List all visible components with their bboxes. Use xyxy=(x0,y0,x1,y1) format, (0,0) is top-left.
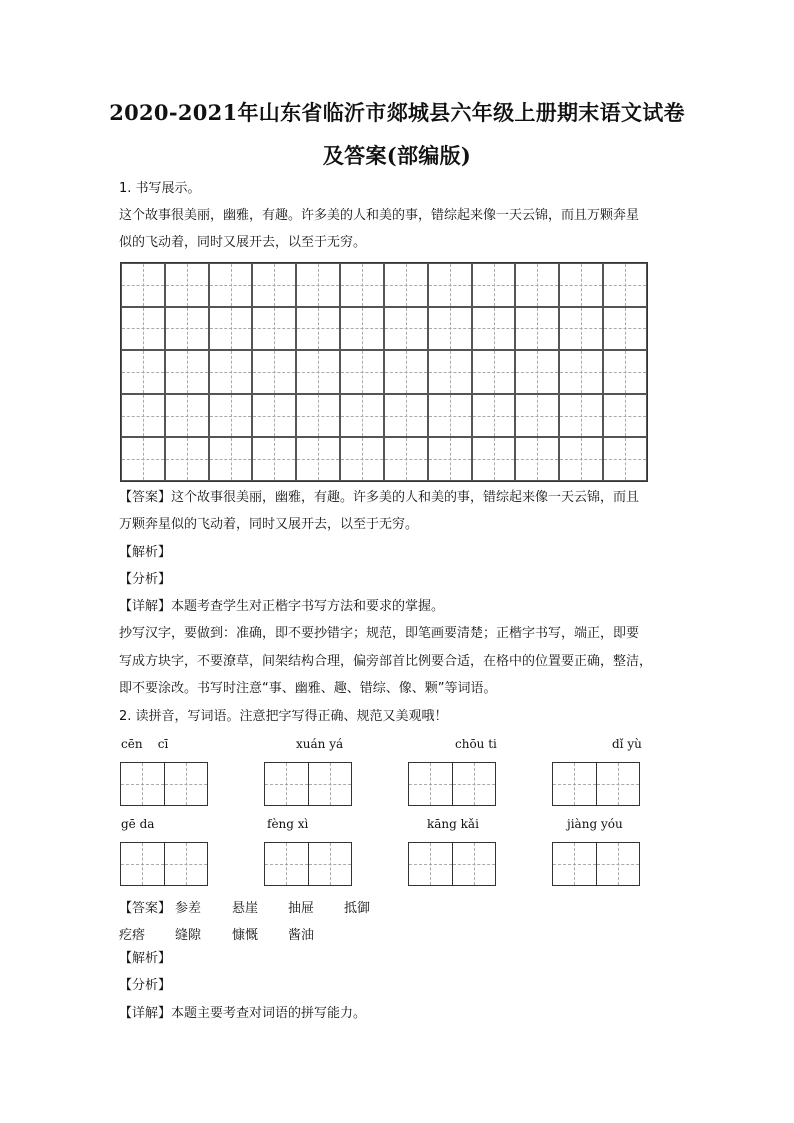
answer-box xyxy=(120,842,208,886)
grid-cell xyxy=(384,437,428,481)
answer-word: 酱油 xyxy=(288,928,315,943)
question-1-label: 1. 书写展示。 xyxy=(119,181,201,196)
grid-cell xyxy=(209,437,253,481)
grid-cell xyxy=(384,350,428,394)
grid-cell xyxy=(559,437,603,481)
grid-cell xyxy=(428,394,472,438)
grid-cell xyxy=(296,350,340,394)
answer-box xyxy=(264,842,352,886)
grid-cell xyxy=(428,437,472,481)
answer-box xyxy=(408,762,496,806)
grid-cell xyxy=(603,307,647,351)
question-1-detail-line2: 抄写汉字，要做到：准确，即不要抄错字；规范，即笔画要清楚；正楷字书写，端正，即要 xyxy=(119,626,640,641)
pinyin-2: xuán yá xyxy=(296,737,344,751)
question-1-detail-line3: 写成方块字，不要潦草，间架结构合理，偏旁部首比例要合适，在格中的位置要正确，整洁， xyxy=(119,654,653,669)
document-title-line2: 及答案(部编版) xyxy=(322,143,472,168)
grid-cell xyxy=(252,350,296,394)
grid-cell xyxy=(340,350,384,394)
grid-cell xyxy=(121,263,165,307)
question-1-text-line1: 这个故事很美丽，幽雅，有趣。许多美的人和美的事，错综起来像一天云锦，而且万颗奔星 xyxy=(119,208,640,223)
answer-word: 抽屉 xyxy=(288,901,315,916)
grid-cell xyxy=(428,350,472,394)
grid-cell xyxy=(165,394,209,438)
pinyin-7: kāng kǎi xyxy=(427,817,479,831)
grid-cell xyxy=(515,307,559,351)
grid-cell xyxy=(559,350,603,394)
answer-word: 疙瘩 xyxy=(119,928,146,943)
grid-cell xyxy=(384,307,428,351)
pinyin-8: jiàng yóu xyxy=(567,817,623,831)
writing-grid xyxy=(120,262,648,482)
grid-cell xyxy=(121,307,165,351)
pinyin-1: cēn cī xyxy=(121,737,169,751)
grid-cell xyxy=(296,307,340,351)
answer-box xyxy=(552,762,640,806)
grid-cell xyxy=(384,394,428,438)
answer-word: 参差 xyxy=(175,901,202,916)
question-1-detail-line1: 【详解】本题考查学生对正楷字书写方法和要求的掌握。 xyxy=(119,599,445,614)
question-2-answer-label: 【答案】 xyxy=(119,901,172,916)
grid-cell xyxy=(340,307,384,351)
grid-cell xyxy=(472,437,516,481)
grid-cell xyxy=(252,263,296,307)
grid-cell xyxy=(209,307,253,351)
grid-cell xyxy=(340,394,384,438)
grid-cell xyxy=(252,394,296,438)
grid-cell xyxy=(384,263,428,307)
answer-word: 缝隙 xyxy=(175,928,202,943)
grid-cell xyxy=(340,437,384,481)
grid-cell xyxy=(296,394,340,438)
question-1-detail-line4: 即不要涂改。书写时注意“事、幽雅、趣、错综、像、颗”等词语。 xyxy=(119,681,497,696)
grid-cell xyxy=(603,350,647,394)
grid-cell xyxy=(165,307,209,351)
grid-cell xyxy=(559,263,603,307)
grid-cell xyxy=(559,307,603,351)
answer-word: 悬崖 xyxy=(232,901,259,916)
question-2-detail: 【详解】本题主要考查对词语的拼写能力。 xyxy=(119,1006,367,1021)
grid-cell xyxy=(296,437,340,481)
document-title-line1: 2020-2021年山东省临沂市郯城县六年级上册期末语文试卷 xyxy=(109,100,685,125)
grid-cell xyxy=(121,350,165,394)
grid-cell xyxy=(472,263,516,307)
question-2-fenxi: 【分析】 xyxy=(119,978,172,993)
question-1-jiexi: 【解析】 xyxy=(119,545,172,560)
pinyin-6: fèng xì xyxy=(267,817,309,831)
grid-cell xyxy=(252,437,296,481)
grid-cell xyxy=(296,263,340,307)
grid-cell xyxy=(121,437,165,481)
answer-word: 慷慨 xyxy=(232,928,259,943)
grid-cell xyxy=(121,394,165,438)
question-2-label: 2. 读拼音，写词语。注意把字写得正确、规范又美观哦！ xyxy=(119,709,448,724)
grid-cell xyxy=(515,437,559,481)
question-1-text-line2: 似的飞动着，同时又展开去，以至于无穷。 xyxy=(119,235,367,250)
question-1-answer-line1: 【答案】这个故事很美丽，幽雅，有趣。许多美的人和美的事，错综起来像一天云锦，而且 xyxy=(119,490,640,505)
question-2-jiexi: 【解析】 xyxy=(119,951,172,966)
grid-cell xyxy=(428,263,472,307)
grid-cell xyxy=(603,263,647,307)
grid-cell xyxy=(209,263,253,307)
grid-cell xyxy=(603,394,647,438)
pinyin-3: chōu ti xyxy=(455,737,497,751)
grid-cell xyxy=(472,350,516,394)
grid-cell xyxy=(515,394,559,438)
grid-cell xyxy=(515,350,559,394)
pinyin-5: gē da xyxy=(121,817,155,831)
answer-box xyxy=(408,842,496,886)
answer-box xyxy=(120,762,208,806)
grid-cell xyxy=(428,307,472,351)
grid-cell xyxy=(165,437,209,481)
question-1-fenxi: 【分析】 xyxy=(119,572,172,587)
grid-cell xyxy=(472,394,516,438)
grid-cell xyxy=(165,350,209,394)
answer-box xyxy=(552,842,640,886)
pinyin-4: dǐ yù xyxy=(612,737,642,751)
grid-cell xyxy=(515,263,559,307)
grid-cell xyxy=(603,437,647,481)
answer-word: 抵御 xyxy=(344,901,371,916)
grid-cell xyxy=(472,307,516,351)
grid-cell xyxy=(559,394,603,438)
answer-box xyxy=(264,762,352,806)
grid-cell xyxy=(340,263,384,307)
grid-cell xyxy=(165,263,209,307)
question-1-answer-line2: 万颗奔星似的飞动着，同时又展开去，以至于无穷。 xyxy=(119,517,419,532)
grid-cell xyxy=(252,307,296,351)
grid-cell xyxy=(209,350,253,394)
grid-cell xyxy=(209,394,253,438)
